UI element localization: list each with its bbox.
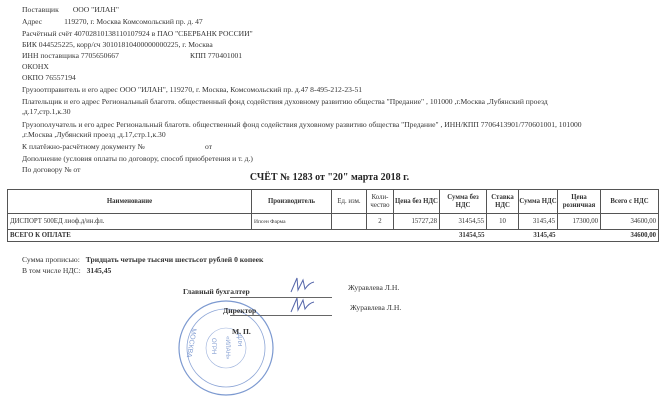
sum-words-label: Сумма прописью: <box>22 255 80 264</box>
okpo-line: ОКПО 76557194 <box>22 73 76 82</box>
payment-doc-from: от <box>205 142 213 151</box>
col-header: Ставка НДС <box>487 190 519 214</box>
cell-quantity: 2 <box>367 214 394 230</box>
kpp-line: КПП 770401001 <box>190 51 243 60</box>
col-header: Коли-чество <box>367 190 394 214</box>
col-header: Цена без НДС <box>394 190 440 214</box>
supplier-label: Поставщик <box>22 5 59 14</box>
table-row <box>8 214 659 230</box>
consignee-line: Грузополучатель и его адрес Региональный благотв. общественный фонд содействия духовному развитию общества "Предание" , ИНН/КПП 7706413901/770601001, 101000 <box>22 120 582 129</box>
cell-total: 34600,00 <box>601 214 659 230</box>
col-header: Наименование <box>8 190 252 214</box>
addition-line: Дополнение (условия оплаты по договору, способ приобретения и т. д.) <box>22 154 253 163</box>
address-line <box>22 17 203 26</box>
col-header: Производитель <box>252 190 332 214</box>
total-without-vat: 31454,55 <box>440 230 487 242</box>
address-label: Адрес <box>22 17 43 26</box>
svg-text:МОСКВА: МОСКВА <box>184 327 197 358</box>
address-value: 119270, г. Москва Комсомольский пр. д. 47 <box>64 17 203 26</box>
sum-words-value: Тридцать четыре тысячи шестьсот рублей 0 копеек <box>85 255 264 264</box>
consignee-line-2: ,г.Москва ,Лубянский проезд ,д.17,стр.1,к.30 <box>22 130 166 139</box>
col-header: Цена розничная <box>558 190 601 214</box>
cell-sum: 31454,55 <box>440 214 487 230</box>
cell-retail: 17300,00 <box>558 214 601 230</box>
col-header: Всего с НДС <box>601 190 659 214</box>
cell-vat-rate: 10 <box>487 214 519 230</box>
payer-line: Плательщик и его адрес Региональный благотв. общественный фонд содействия духовному развитию общества "Предание" , 101000 ,г.Москва ,Лубянский проезд <box>22 97 548 106</box>
vat-value: 3145,45 <box>86 266 112 275</box>
stamp-place-label: М. П. <box>232 327 251 336</box>
director-label: Директор <box>223 306 257 315</box>
inn-line: ИНН поставщика 7705650667 <box>22 51 119 60</box>
supplier-line <box>22 5 119 14</box>
director-signature <box>288 295 316 315</box>
shipper-line: Грузоотправитель и его адрес ООО "ИЛАН", 119270, г. Москва, Комсомольский пр. д.47 8-495-212-23-51 <box>22 85 363 94</box>
cell-price: 15727,28 <box>394 214 440 230</box>
cell-manufacturer: Ипсен Фарма <box>252 214 332 230</box>
cell-vat-sum: 3145,45 <box>519 214 558 230</box>
payment-doc-line: К платёжно-расчётному документу № <box>22 142 145 151</box>
sum-words-line <box>22 255 263 264</box>
col-header: Ед. изм. <box>332 190 367 214</box>
director-name: Журавлева Л.Н. <box>350 303 402 312</box>
total-with-vat: 34600,00 <box>601 230 659 242</box>
total-label: ВСЕГО К ОПЛАТЕ <box>8 230 440 242</box>
chief-accountant-name: Журавлева Л.Н. <box>348 283 400 292</box>
total-vat: 3145,45 <box>519 230 558 242</box>
chief-accountant-label: Главный бухгалтер <box>183 287 250 296</box>
col-header: Сумма без НДС <box>440 190 487 214</box>
total-row <box>8 230 659 242</box>
cell-unit <box>332 214 367 230</box>
payer-line-2: ,д.17,стр.1,к.30 <box>22 107 71 116</box>
chief-accountant-signature-line <box>230 297 332 298</box>
table-header-row <box>8 190 659 214</box>
bik-line: БИК 044525225, корр/сч 30101810400000000225, г. Москва <box>22 40 213 49</box>
cell-name: ДИСПОРТ 500ЕД лиоф.д/ин.фл. <box>8 214 252 230</box>
chief-accountant-signature <box>288 275 316 295</box>
director-signature-line <box>230 315 332 316</box>
svg-text:ОГРН: ОГРН <box>210 338 216 355</box>
vat-label: В том числе НДС: <box>22 266 81 275</box>
svg-text:«ИЛАН»: «ИЛАН» <box>224 336 230 360</box>
vat-line <box>22 266 111 275</box>
contract-line: По договору № от <box>22 165 81 174</box>
invoice-table <box>7 189 659 242</box>
invoice-title: СЧЁТ № 1283 от "20" марта 2018 г. <box>249 172 410 183</box>
account-line: Расчётный счёт 40702810138110107924 в ПАО "СБЕРБАНК РОССИИ" <box>22 29 253 38</box>
supplier-name: ООО "ИЛАН" <box>72 5 119 14</box>
okonh-line: ОКОНХ <box>22 62 49 71</box>
col-header: Сумма НДС <box>519 190 558 214</box>
svg-text:ДЛЯ: ДЛЯ <box>236 334 242 347</box>
